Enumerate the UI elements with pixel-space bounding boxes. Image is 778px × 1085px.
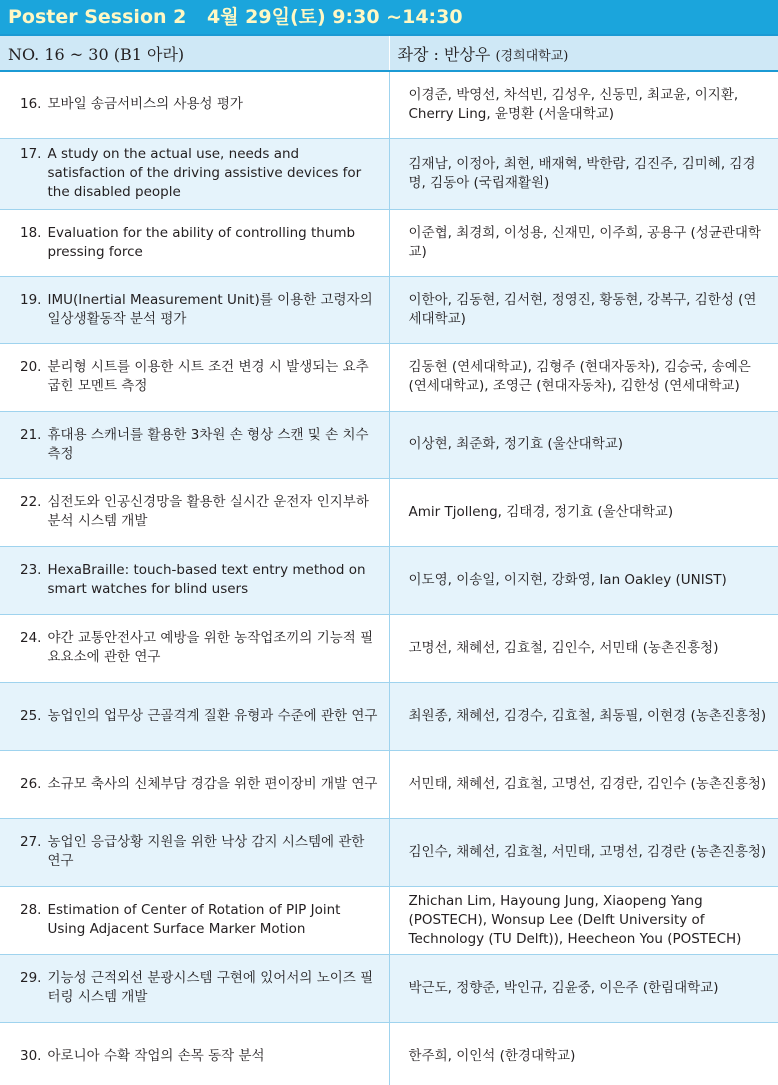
- poster-title-cell: [0, 478, 389, 546]
- table-row: [0, 750, 778, 818]
- table-row: [0, 71, 778, 138]
- poster-number: 24.: [20, 630, 42, 646]
- poster-title-wrap: [20, 493, 379, 531]
- poster-number: 27.: [20, 834, 42, 850]
- poster-number: 30.: [20, 1047, 42, 1064]
- poster-authors: 김인수, 채혜선, 김효철, 서민태, 고명선, 김경란 (농촌진흥청): [389, 818, 778, 886]
- poster-title: 휴대용 스캐너를 활용한 3차원 손 형상 스캔 및 손 치수 측정: [47, 426, 369, 462]
- poster-title-cell: [0, 682, 389, 750]
- poster-authors: 박근도, 정향준, 박인규, 김윤중, 이은주 (한림대학교): [389, 954, 778, 1022]
- table-row: [0, 818, 778, 886]
- poster-number: 21.: [20, 426, 42, 443]
- poster-number: 16.: [20, 96, 42, 113]
- poster-number: 23.: [20, 562, 42, 578]
- poster-authors: 김재남, 이정아, 최현, 배재혁, 박한람, 김진주, 김미혜, 김경명, 김동아 (국립재활원): [389, 138, 778, 209]
- table-row: [0, 1022, 778, 1085]
- session-datetime: 4월 29일(토) 9:30 ~14:30: [206, 6, 463, 28]
- poster-authors: 한주희, 이인석 (한경대학교): [389, 1022, 778, 1085]
- poster-title: 분리형 시트를 이용한 시트 조건 변경 시 발생되는 요추 굽힌 모멘트 측정: [47, 359, 369, 394]
- poster-authors: 이상현, 최준화, 정기효 (울산대학교): [389, 411, 778, 478]
- poster-number: 18.: [20, 224, 42, 241]
- poster-number: 29.: [20, 970, 42, 986]
- poster-number: 28.: [20, 902, 42, 918]
- poster-title-wrap: [20, 145, 379, 202]
- table-row: [0, 209, 778, 276]
- poster-list: [0, 71, 778, 1085]
- poster-title-wrap: [20, 358, 379, 396]
- poster-title-wrap: [20, 629, 379, 667]
- poster-authors: 김동현 (연세대학교), 김형주 (현대자동차), 김승국, 송예은 (연세대학교), 조영근 (현대자동차), 김한성 (연세대학교): [389, 343, 778, 411]
- poster-title: A study on the actual use, needs and satisfaction of the driving assistive devices for the disabled people: [47, 146, 362, 200]
- table-row: [0, 614, 778, 682]
- session-banner: [0, 0, 778, 34]
- poster-title-wrap: [20, 1047, 379, 1066]
- poster-title: IMU(Inertial Measurement Unit)를 이용한 고령자의 일상생활동작 분석 평가: [47, 291, 373, 327]
- poster-title: 심전도와 인공신경망을 활용한 실시간 운전자 인지부하 분석 시스템 개발: [47, 494, 369, 529]
- table-row: [0, 138, 778, 209]
- table-row: [0, 478, 778, 546]
- poster-title-cell: [0, 71, 389, 138]
- poster-title-wrap: [20, 901, 379, 939]
- poster-title: Estimation of Center of Rotation of PIP Joint Using Adjacent Surface Marker Motion: [47, 902, 341, 937]
- poster-authors: 이준협, 최경희, 이성용, 신재민, 이주희, 공용구 (성균관대학교): [389, 209, 778, 276]
- table-row: [0, 954, 778, 1022]
- poster-title-cell: [0, 1022, 389, 1085]
- poster-authors: Amir Tjolleng, 김태경, 정기효 (울산대학교): [389, 478, 778, 546]
- poster-authors: 서민태, 채혜선, 김효철, 고명선, 김경란, 김인수 (농촌진흥청): [389, 750, 778, 818]
- poster-title-wrap: [20, 969, 379, 1007]
- poster-authors: 이경준, 박영선, 차석빈, 김성우, 신동민, 최교윤, 이지환, Cherry Ling, 윤명환 (서울대학교): [389, 71, 778, 138]
- poster-title-cell: [0, 209, 389, 276]
- poster-authors: 이한아, 김동현, 김서현, 정영진, 황동현, 강복구, 김한성 (연세대학교): [389, 276, 778, 343]
- poster-authors: 최원종, 채혜선, 김경수, 김효철, 최동필, 이현경 (농촌진흥청): [389, 682, 778, 750]
- table-row: [0, 343, 778, 411]
- poster-number: 19.: [20, 291, 42, 308]
- poster-title: Evaluation for the ability of controlling thumb pressing force: [47, 224, 356, 260]
- chair-affiliation: (경희대학교): [495, 48, 569, 64]
- poster-number: 20.: [20, 359, 42, 375]
- poster-title-cell: [0, 138, 389, 209]
- chair-header: [389, 35, 778, 71]
- poster-title: 농업인의 업무상 근골격계 질환 유형과 수준에 관한 연구: [47, 707, 378, 724]
- table-row: [0, 886, 778, 954]
- poster-number: 26.: [20, 775, 42, 792]
- poster-table: [0, 34, 778, 1085]
- poster-title-wrap: [20, 426, 379, 464]
- session-title: Poster Session 2: [8, 6, 187, 28]
- table-row: [0, 546, 778, 614]
- poster-title: 아로니아 수확 작업의 손목 동작 분석: [47, 1047, 265, 1064]
- poster-range-header: NO. 16 ~ 30 (B1 아라): [0, 35, 389, 71]
- poster-number: 17.: [20, 146, 42, 162]
- poster-title-wrap: [20, 224, 379, 262]
- poster-title-wrap: [20, 707, 379, 726]
- poster-title: 야간 교통안전사고 예방을 위한 농작업조끼의 기능적 필요요소에 관한 연구: [47, 630, 374, 665]
- poster-authors: 고명선, 채혜선, 김효철, 김인수, 서민태 (농촌진흥청): [389, 614, 778, 682]
- poster-title: 기능성 근적외선 분광시스템 구현에 있어서의 노이즈 필터링 시스템 개발: [47, 970, 374, 1005]
- table-row: [0, 682, 778, 750]
- poster-title-wrap: [20, 833, 379, 871]
- poster-title-cell: [0, 546, 389, 614]
- poster-authors: 이도영, 이송일, 이지현, 강화영, Ian Oakley (UNIST): [389, 546, 778, 614]
- poster-title: 농업인 응급상황 지원을 위한 낙상 감지 시스템에 관한 연구: [47, 834, 365, 869]
- poster-title-cell: [0, 614, 389, 682]
- poster-title-cell: [0, 411, 389, 478]
- table-row: [0, 276, 778, 343]
- chair-name: 좌장 : 반상우: [397, 44, 491, 64]
- poster-title-cell: [0, 343, 389, 411]
- poster-title-wrap: [20, 561, 379, 599]
- poster-authors: Zhichan Lim, Hayoung Jung, Xiaopeng Yang (POSTECH), Wonsup Lee (Delft University of Technology (TU Delft)), Heecheon You (POSTECH): [389, 886, 778, 954]
- poster-title-cell: [0, 954, 389, 1022]
- poster-title-wrap: [20, 775, 379, 794]
- poster-number: 22.: [20, 494, 42, 510]
- table-header-row: [0, 35, 778, 71]
- table-row: [0, 411, 778, 478]
- poster-title: HexaBraille: touch-based text entry method on smart watches for blind users: [47, 562, 366, 597]
- poster-title-wrap: [20, 95, 379, 114]
- poster-title: 모바일 송금서비스의 사용성 평가: [47, 96, 243, 113]
- poster-number: 25.: [20, 707, 42, 724]
- poster-title-cell: [0, 886, 389, 954]
- poster-title-cell: [0, 818, 389, 886]
- poster-title-wrap: [20, 291, 379, 329]
- poster-title-cell: [0, 276, 389, 343]
- poster-title-cell: [0, 750, 389, 818]
- poster-title: 소규모 축사의 신체부담 경감을 위한 편이장비 개발 연구: [47, 775, 378, 792]
